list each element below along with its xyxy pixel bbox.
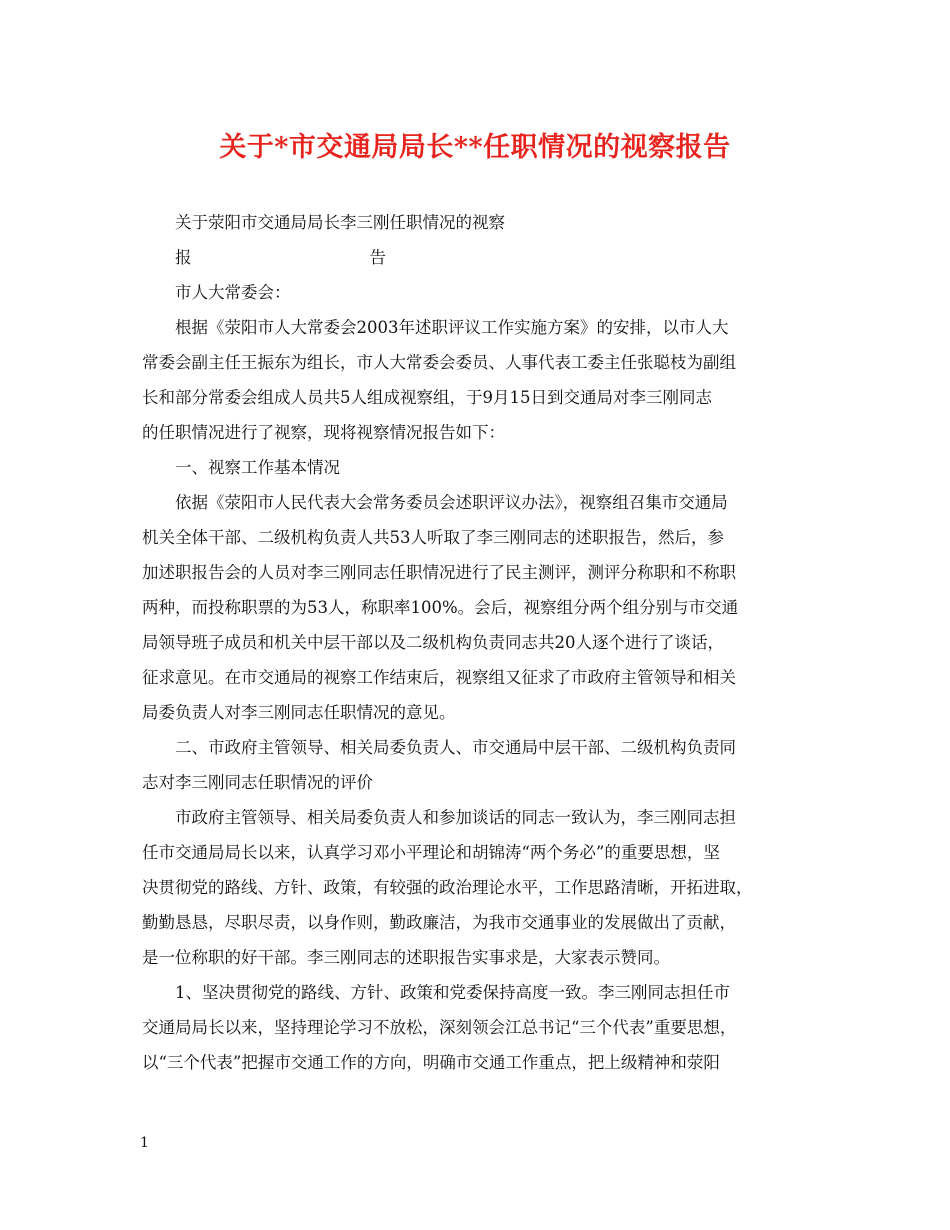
- section-heading: 志对李三刚同志任职情况的评价: [142, 773, 373, 792]
- paragraph-line: 长和部分常委会组成人员共5人组成视察组，于9月15日到交通局对李三刚同志: [142, 388, 712, 407]
- paragraph-line: 决贯彻党的路线、方针、政策，有较强的政治理论水平，工作思路清晰，开拓进取，: [142, 878, 753, 897]
- paragraph-line: 1、坚决贯彻党的路线、方针、政策和党委保持高度一致。李三刚同志担任市: [175, 983, 730, 1002]
- section-heading: 二、市政府主管领导、相关局委负责人、市交通局中层干部、二级机构负责同: [175, 738, 736, 757]
- paragraph-line: 依据《荥阳市人民代表大会常务委员会述职评议办法》，视察组召集市交通局: [175, 493, 728, 512]
- salutation: 市人大常委会：: [175, 283, 291, 302]
- paragraph-line: 局领导班子成员和机关中层干部以及二级机构负责同志共20人逐个进行了谈话，: [142, 633, 724, 652]
- paragraph-line: 交通局局长以来，坚持理论学习不放松，深刻领会江总书记“三个代表”重要思想，: [142, 1018, 737, 1037]
- subtitle-line: 关于荥阳市交通局局长李三刚任职情况的视察: [175, 213, 505, 232]
- paragraph-line: 常委会副主任王振东为组长，市人大常委会委员、人事代表工委主任张聪枝为副组: [142, 353, 736, 372]
- subtitle-line: [142, 240, 812, 275]
- paragraph-line: 以“三个代表”把握市交通工作的方向，明确市交通工作重点，把上级精神和荥阳: [142, 1053, 720, 1072]
- paragraph-line: 的任职情况进行了视察，现将视察情况报告如下：: [142, 423, 505, 442]
- page-number: 1: [140, 1135, 149, 1151]
- subtitle-char: 告: [369, 248, 386, 267]
- paragraph-line: 机关全体干部、二级机构负责人共53人听取了李三刚同志的述职报告，然后，参: [142, 528, 724, 547]
- paragraph-line: 勤勤恳恳，尽职尽责，以身作则，勤政廉洁，为我市交通事业的发展做出了贡献，: [142, 913, 736, 932]
- section-heading: 一、视察工作基本情况: [175, 458, 340, 477]
- paragraph-line: 市政府主管领导、相关局委负责人和参加谈话的同志一致认为，李三刚同志担: [175, 808, 736, 827]
- paragraph-line: 征求意见。在市交通局的视察工作结束后，视察组又征求了市政府主管领导和相关: [142, 668, 736, 687]
- paragraph-line: 局委负责人对李三刚同志任职情况的意见。: [142, 703, 456, 722]
- subtitle-char: 报: [175, 248, 192, 267]
- paragraph-line: 加述职报告会的人员对李三刚同志任职情况进行了民主测评，测评分称职和不称职: [142, 563, 736, 582]
- document-body: [142, 205, 812, 1080]
- paragraph-line: 是一位称职的好干部。李三刚同志的述职报告实事求是，大家表示赞同。: [142, 948, 670, 967]
- paragraph-line: 两种，而投称职票的为53人，称职率100%。会后，视察组分两个组分别与市交通: [142, 598, 739, 617]
- paragraph-line: 根据《荥阳市人大常委会2003年述职评议工作实施方案》的安排，以市人大: [175, 318, 729, 337]
- paragraph-line: 任市交通局局长以来，认真学习邓小平理论和胡锦涛“两个务必”的重要思想，坚: [142, 843, 720, 862]
- document-title: 关于*市交通局局长**任职情况的视察报告: [219, 132, 731, 163]
